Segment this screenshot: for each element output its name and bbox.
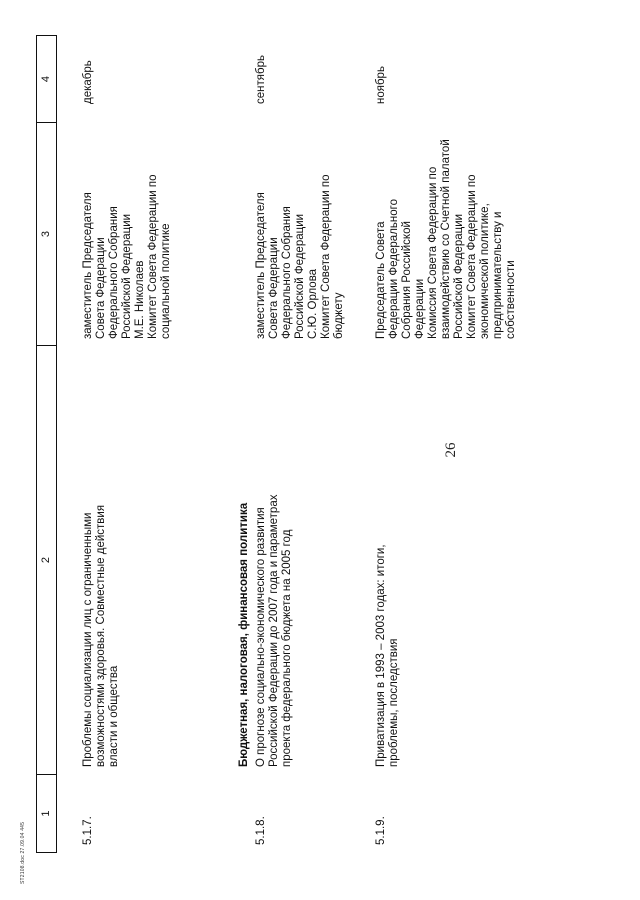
column-header-1: 1 <box>37 774 56 852</box>
row-number: 5.1.8. <box>255 816 267 845</box>
row-responsible: заместитель Председателя Совета Федерации Федерального Собрания Российской Федерации С.Ю. Орлова Комитет Совета Федерации по бюджету <box>255 174 345 339</box>
column-header-3: 3 <box>37 122 56 345</box>
column-header-4: 4 <box>40 75 52 83</box>
row-topic: Проблемы социализации лиц с ограниченными возможностями здоровья. Совместные действия власти и общества <box>82 504 120 767</box>
row-date: сентябрь <box>255 55 267 104</box>
column-header-2: 2 <box>37 345 56 774</box>
row-topic: Приватизация в 1993 – 2003 годах: итоги, проблемы, последствия <box>375 544 400 767</box>
row-responsible: Председатель Совета Федерации Федерального Собрания Российской Федерации Комиссия Совета Федерации по взаимодействию со Счетной палатой Российской Федерации Комитет Совета Федерации по экономической политике, предпринимательству и собственности <box>375 139 517 339</box>
table-header <box>36 35 57 853</box>
footer-file-code: ST2108.doc 27.09.04 445 <box>20 821 26 884</box>
row-responsible: заместитель Председателя Совета Федерации Федерального Собрания Российской Федерации М.Е. Николаев Комитет Совета Федерации по социальной политике <box>82 174 172 339</box>
row-number: 5.1.9. <box>375 816 387 845</box>
row-number: 5.1.7. <box>82 816 94 845</box>
page-number: 26 <box>443 442 459 458</box>
section-heading: Бюджетная, налоговая, финансовая политика <box>238 502 250 767</box>
row-date: декабрь <box>82 60 94 104</box>
row-topic: О прогнозе социально-экономического развития Российской Федерации до 2007 года и параметрах проекта федерального бюджета на 2005 год <box>255 494 293 767</box>
row-date: ноябрь <box>375 66 387 104</box>
